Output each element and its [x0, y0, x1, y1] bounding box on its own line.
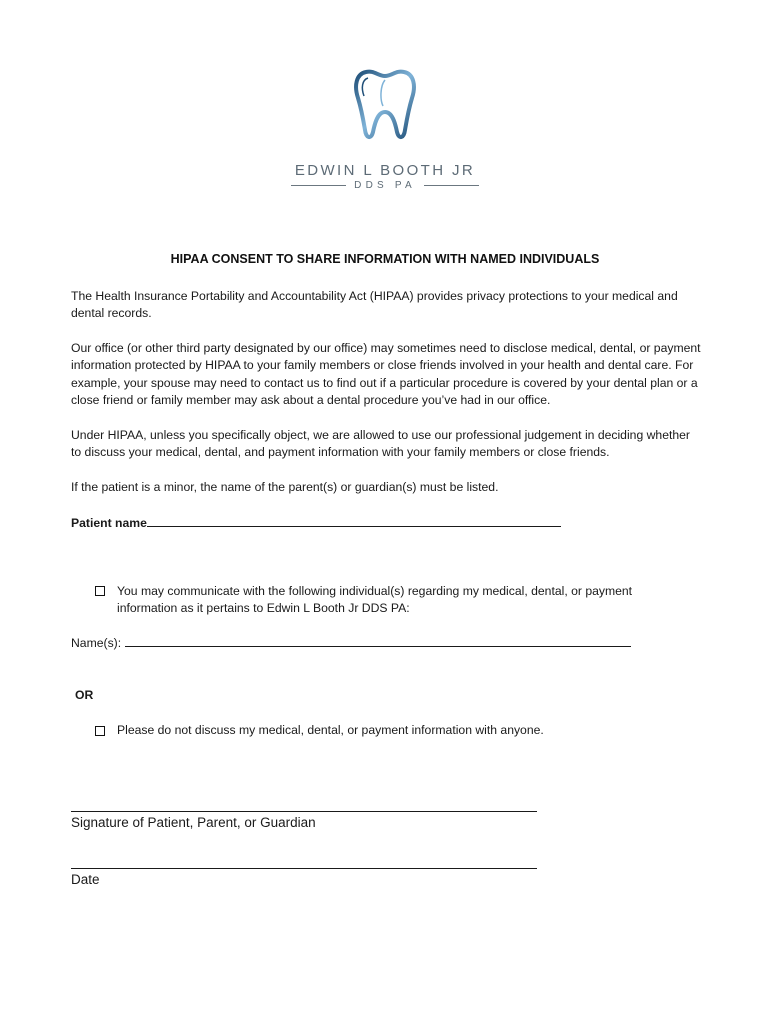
option-do-not-discuss-text: Please do not discuss my medical, dental, or payment information with anyone. [117, 723, 544, 737]
patient-name-field[interactable] [147, 515, 561, 527]
or-label: OR [75, 688, 94, 702]
names-field[interactable] [125, 635, 631, 647]
document-title: HIPAA CONSENT TO SHARE INFORMATION WITH NAMED INDIVIDUALS [170, 252, 600, 266]
names-row [71, 635, 701, 652]
date-field[interactable] [71, 868, 537, 869]
disclosure-paragraph: Our office (or other third party designated by our office) may sometimes need to disclose medical, dental, or payment information protected by HIPAA to your family members or close friends involved in your health and dental care. For example, your spouse may need to contact us to find out if a particular procedure is covered by your dental plan or a close friend or family member may ask about a dental procedure you’ve had in our office. [71, 341, 701, 408]
signature-field[interactable] [71, 811, 537, 812]
divider [291, 185, 346, 186]
patient-name-label: Patient name [71, 516, 147, 530]
professional-judgement-paragraph: Under HIPAA, unless you specifically object, we are allowed to use our professional judgement in deciding whether to discuss your medical, dental, and payment information with your family members or close friends. [71, 428, 690, 460]
option-communicate-checkbox[interactable] [95, 586, 105, 596]
practice-name: EDWIN L BOOTH JR [294, 162, 476, 179]
intro-paragraph: The Health Insurance Portability and Accountability Act (HIPAA) provides privacy protections to your medical and dental records. [71, 289, 678, 321]
practice-logo [0, 66, 770, 144]
practice-suffix: DDS PA [354, 180, 416, 191]
tooth-icon [350, 66, 420, 144]
names-label: Name(s): [71, 636, 122, 650]
signature-label: Signature of Patient, Parent, or Guardian [71, 815, 316, 830]
practice-suffix-row [291, 180, 479, 191]
option-do-not-discuss-checkbox[interactable] [95, 726, 105, 736]
minor-paragraph: If the patient is a minor, the name of the parent(s) or guardian(s) must be listed. [71, 480, 499, 494]
date-label: Date [71, 872, 100, 887]
patient-name-row [71, 515, 701, 532]
divider [424, 185, 479, 186]
option-communicate-text: You may communicate with the following individual(s) regarding my medical, dental, or payment information as it pertains to Edwin L Booth Jr DDS PA: [117, 584, 633, 616]
